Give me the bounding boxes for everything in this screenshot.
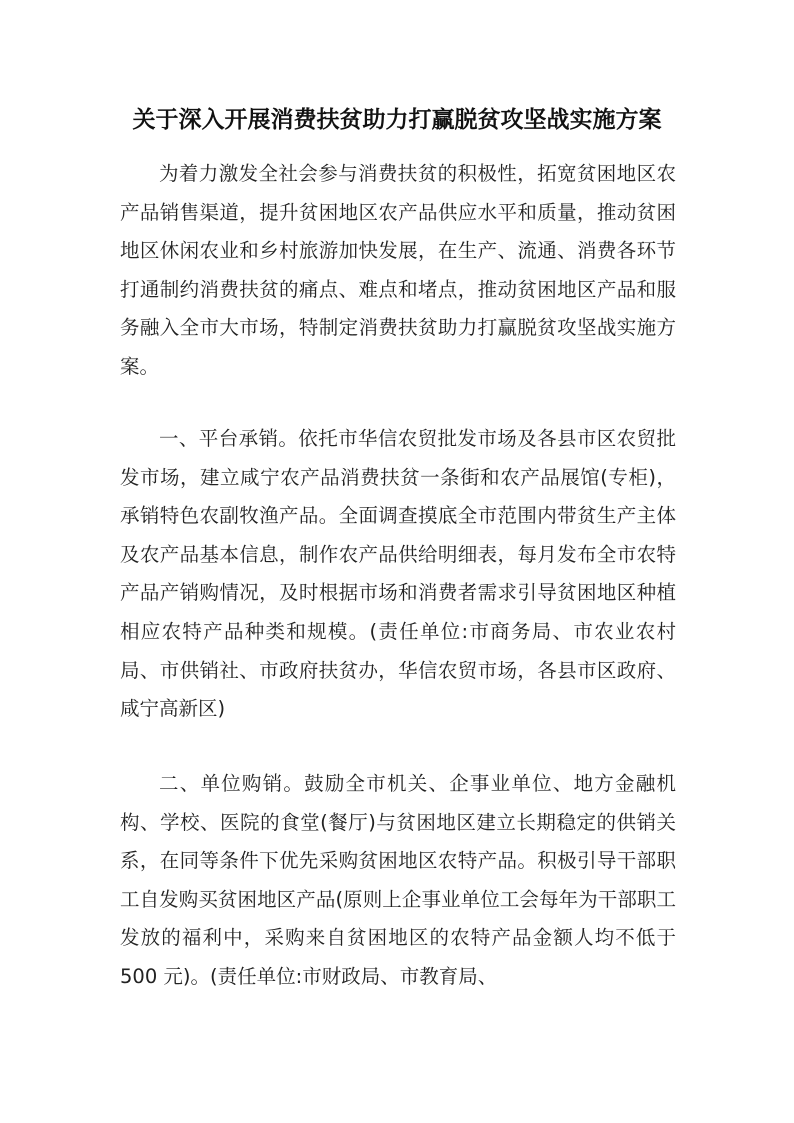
paragraph-platform-sales: [120, 420, 676, 729]
paragraph-text: 二、单位购销。鼓励全市机关、企事业单位、地方金融机构、学校、医院的食堂(餐厅)与贫困地区建立长期稳定的供销关系，在同等条件下优先采购贫困地区农特产品。积极引导干部职工自发购买贫困地区产品(原则上企事业单位工会每年为干部职工发放的福利中，采购来自贫困地区的农特产品金额人均不低于 500 元)。(责任单位:市财政局、市教育局、: [120, 772, 676, 988]
paragraph-unit-purchasing: [120, 765, 676, 997]
paragraph-text: 为着力激发全社会参与消费扶贫的积极性，拓宽贫困地区农产品销售渠道，提升贫困地区农产品供应水平和质量，推动贫困地区休闲农业和乡村旅游加快发展，在生产、流通、消费各环节打通制约消费扶贫的痛点、难点和堵点，推动贫困地区产品和服务融入全市大市场，特制定消费扶贫助力打赢脱贫攻坚战实施方案。: [120, 162, 676, 378]
paragraph-text: 一、平台承销。依托市华信农贸批发市场及各县市区农贸批发市场，建立咸宁农产品消费扶贫一条街和农产品展馆(专柜)，承销特色农副牧渔产品。全面调查摸底全市范围内带贫生产主体及农产品基本信息，制作农产品供给明细表，每月发布全市农特产品产销购情况，及时根据市场和消费者需求引导贫困地区种植相应农特产品种类和规模。(责任单位:市商务局、市农业农村局、市供销社、市政府扶贫办，华信农贸市场，各县市区政府、咸宁高新区): [120, 427, 676, 721]
document-title: 关于深入开展消费扶贫助力打赢脱贫攻坚战实施方案: [132, 107, 662, 133]
paragraph-intro: [120, 155, 676, 387]
